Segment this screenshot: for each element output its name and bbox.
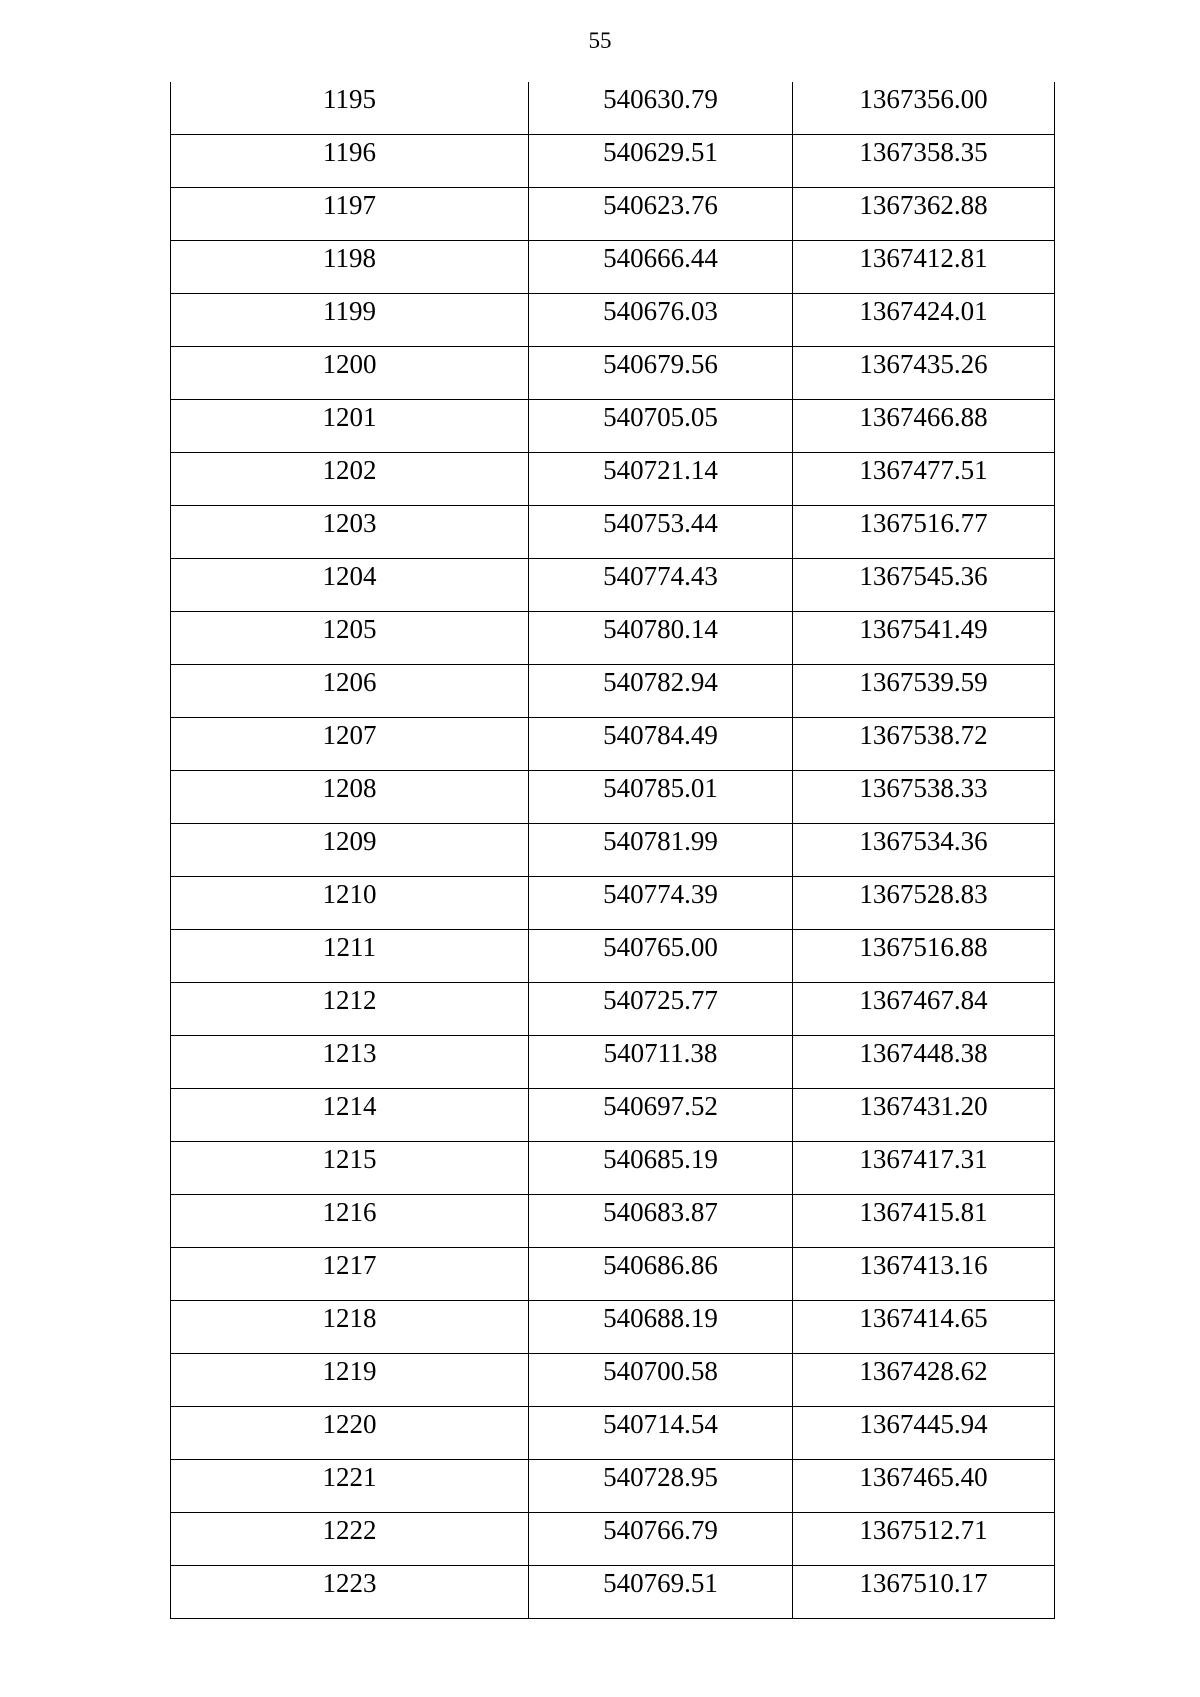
point-number-cell: 1200 [171,347,529,400]
y-coordinate-cell: 1367539.59 [793,665,1055,718]
table-row [171,1036,1055,1089]
point-number-cell: 1197 [171,188,529,241]
x-coordinate-cell: 540630.79 [529,82,793,135]
y-coordinate-cell: 1367538.72 [793,718,1055,771]
x-coordinate-cell: 540714.54 [529,1407,793,1460]
table-row [171,930,1055,983]
point-number-cell: 1211 [171,930,529,983]
x-coordinate-cell: 540705.05 [529,400,793,453]
point-number-cell: 1220 [171,1407,529,1460]
point-number-cell: 1213 [171,1036,529,1089]
x-coordinate-cell: 540769.51 [529,1566,793,1619]
y-coordinate-cell: 1367358.35 [793,135,1055,188]
point-number-cell: 1204 [171,559,529,612]
x-coordinate-cell: 540721.14 [529,453,793,506]
y-coordinate-cell: 1367414.65 [793,1301,1055,1354]
table-row [171,665,1055,718]
y-coordinate-cell: 1367413.16 [793,1248,1055,1301]
table-row [171,347,1055,400]
x-coordinate-cell: 540685.19 [529,1142,793,1195]
y-coordinate-cell: 1367538.33 [793,771,1055,824]
table-row [171,1354,1055,1407]
table-row [171,1248,1055,1301]
x-coordinate-cell: 540766.79 [529,1513,793,1566]
point-number-cell: 1215 [171,1142,529,1195]
y-coordinate-cell: 1367431.20 [793,1089,1055,1142]
table-row [171,400,1055,453]
x-coordinate-cell: 540676.03 [529,294,793,347]
point-number-cell: 1221 [171,1460,529,1513]
y-coordinate-cell: 1367467.84 [793,983,1055,1036]
point-number-cell: 1201 [171,400,529,453]
table-row [171,983,1055,1036]
table-row [171,1460,1055,1513]
y-coordinate-cell: 1367516.88 [793,930,1055,983]
y-coordinate-cell: 1367477.51 [793,453,1055,506]
point-number-cell: 1223 [171,1566,529,1619]
x-coordinate-cell: 540629.51 [529,135,793,188]
x-coordinate-cell: 540711.38 [529,1036,793,1089]
point-number-cell: 1216 [171,1195,529,1248]
table-row [171,771,1055,824]
point-number-cell: 1212 [171,983,529,1036]
table-row [171,135,1055,188]
x-coordinate-cell: 540765.00 [529,930,793,983]
x-coordinate-cell: 540725.77 [529,983,793,1036]
x-coordinate-cell: 540780.14 [529,612,793,665]
point-number-cell: 1199 [171,294,529,347]
point-number-cell: 1209 [171,824,529,877]
table-row [171,559,1055,612]
point-number-cell: 1214 [171,1089,529,1142]
table-row [171,1301,1055,1354]
x-coordinate-cell: 540782.94 [529,665,793,718]
y-coordinate-cell: 1367448.38 [793,1036,1055,1089]
point-number-cell: 1207 [171,718,529,771]
point-number-cell: 1195 [171,82,529,135]
table-row [171,241,1055,294]
coordinate-table [170,82,1055,1619]
y-coordinate-cell: 1367356.00 [793,82,1055,135]
table-row [171,453,1055,506]
table-row [171,1089,1055,1142]
point-number-cell: 1219 [171,1354,529,1407]
table-row [171,1407,1055,1460]
x-coordinate-cell: 540683.87 [529,1195,793,1248]
table-row [171,612,1055,665]
x-coordinate-cell: 540784.49 [529,718,793,771]
x-coordinate-cell: 540785.01 [529,771,793,824]
point-number-cell: 1203 [171,506,529,559]
table-row [171,1195,1055,1248]
table-row [171,82,1055,135]
point-number-cell: 1217 [171,1248,529,1301]
coordinate-table-body [171,82,1055,1619]
table-row [171,1142,1055,1195]
y-coordinate-cell: 1367541.49 [793,612,1055,665]
point-number-cell: 1222 [171,1513,529,1566]
table-row [171,1513,1055,1566]
y-coordinate-cell: 1367417.31 [793,1142,1055,1195]
table-row [171,824,1055,877]
point-number-cell: 1198 [171,241,529,294]
y-coordinate-cell: 1367545.36 [793,559,1055,612]
y-coordinate-cell: 1367435.26 [793,347,1055,400]
y-coordinate-cell: 1367528.83 [793,877,1055,930]
x-coordinate-cell: 540781.99 [529,824,793,877]
x-coordinate-cell: 540753.44 [529,506,793,559]
y-coordinate-cell: 1367362.88 [793,188,1055,241]
point-number-cell: 1202 [171,453,529,506]
x-coordinate-cell: 540679.56 [529,347,793,400]
y-coordinate-cell: 1367445.94 [793,1407,1055,1460]
x-coordinate-cell: 540688.19 [529,1301,793,1354]
x-coordinate-cell: 540728.95 [529,1460,793,1513]
y-coordinate-cell: 1367412.81 [793,241,1055,294]
table-row [171,877,1055,930]
page-number: 55 [588,28,612,53]
y-coordinate-cell: 1367428.62 [793,1354,1055,1407]
x-coordinate-cell: 540623.76 [529,188,793,241]
table-row [171,188,1055,241]
x-coordinate-cell: 540700.58 [529,1354,793,1407]
point-number-cell: 1206 [171,665,529,718]
point-number-cell: 1196 [171,135,529,188]
x-coordinate-cell: 540774.43 [529,559,793,612]
table-row [171,506,1055,559]
y-coordinate-cell: 1367415.81 [793,1195,1055,1248]
x-coordinate-cell: 540774.39 [529,877,793,930]
x-coordinate-cell: 540686.86 [529,1248,793,1301]
point-number-cell: 1208 [171,771,529,824]
y-coordinate-cell: 1367516.77 [793,506,1055,559]
y-coordinate-cell: 1367465.40 [793,1460,1055,1513]
y-coordinate-cell: 1367424.01 [793,294,1055,347]
y-coordinate-cell: 1367510.17 [793,1566,1055,1619]
y-coordinate-cell: 1367466.88 [793,400,1055,453]
table-row [171,718,1055,771]
y-coordinate-cell: 1367534.36 [793,824,1055,877]
table-row [171,294,1055,347]
point-number-cell: 1218 [171,1301,529,1354]
y-coordinate-cell: 1367512.71 [793,1513,1055,1566]
point-number-cell: 1205 [171,612,529,665]
table-row [171,1566,1055,1619]
point-number-cell: 1210 [171,877,529,930]
x-coordinate-cell: 540666.44 [529,241,793,294]
x-coordinate-cell: 540697.52 [529,1089,793,1142]
